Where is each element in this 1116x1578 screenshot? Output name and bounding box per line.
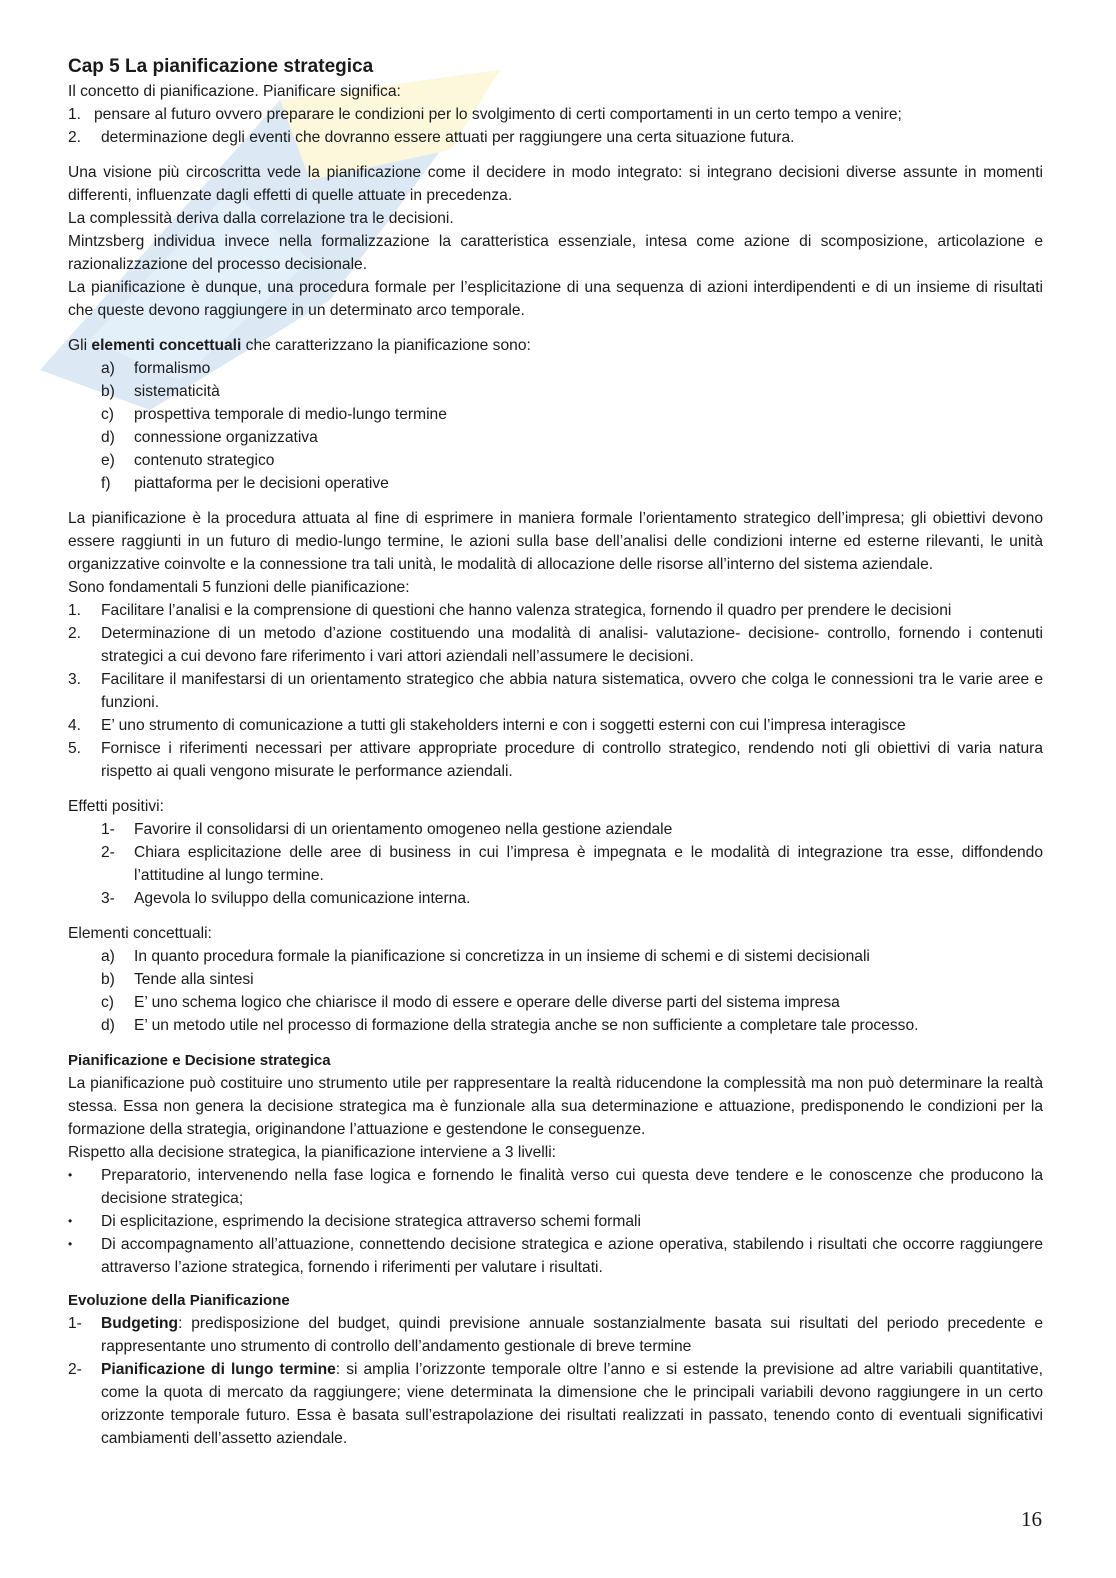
paragraph: Mintzsberg individua invece nella formalizzazione la caratteristica essenziale, intesa come azione di scomposizione, articolazione e razionalizzazione del processo decisionale. bbox=[68, 233, 1043, 273]
elements-intro bbox=[68, 334, 1043, 357]
bullet-icon: • bbox=[68, 1168, 73, 1182]
list-item bbox=[68, 668, 1043, 714]
list-number: 2- bbox=[68, 1361, 82, 1378]
list-letter: d) bbox=[101, 429, 115, 446]
text-fragment: Gli bbox=[68, 337, 92, 354]
list-item bbox=[101, 945, 1043, 968]
list-number: 1- bbox=[101, 821, 115, 838]
list-letter: a) bbox=[101, 948, 115, 965]
list-text: Chiara esplicitazione delle aree di business in cui l’impresa è impegnata e le modalità di integrazione tra esse, diffondendo l’attitudine al lungo termine. bbox=[134, 844, 1043, 884]
list-item bbox=[68, 103, 1043, 126]
levels-intro: Rispetto alla decisione strategica, la pianificazione interviene a 3 livelli: bbox=[68, 1144, 557, 1161]
list-text: Favorire il consolidarsi di un orientamento omogeneo nella gestione aziendale bbox=[134, 821, 673, 838]
paragraph: La pianificazione può costituire uno strumento utile per rappresentare la realtà riducendone la complessità ma non può determinare la realtà stessa. Essa non genera la decisione strategica ma è funzionale alla sua determinazione e attuazione, predisponendo le condizioni per la formazione della strategia, originandone l’attuazione e gestendone le conseguenze. bbox=[68, 1075, 1043, 1138]
section-title: Evoluzione della Pianificazione bbox=[68, 1292, 290, 1309]
list-number: 3- bbox=[101, 890, 115, 907]
list-item bbox=[68, 599, 1043, 622]
page-title: Cap 5 La pianificazione strategica bbox=[68, 56, 374, 77]
list-letter: c) bbox=[101, 994, 114, 1011]
list-text: pensare al futuro ovvero preparare le condizioni per lo svolgimento di certi comportamenti in un certo tempo a venire; bbox=[94, 106, 902, 123]
list-text: In quanto procedura formale la pianificazione si concretizza in un insieme di schemi e di sistemi decisionali bbox=[134, 948, 870, 965]
list-item bbox=[101, 818, 1043, 841]
list-text: Preparatorio, intervenendo nella fase logica e fornendo le finalità verso cui questa deve tendere e le conoscenze che producono la decisione strategica; bbox=[101, 1167, 1043, 1207]
list-text bbox=[101, 1358, 1043, 1450]
list-letter: a) bbox=[101, 360, 115, 377]
list-number: 1. bbox=[68, 602, 82, 619]
list-item bbox=[68, 1358, 1043, 1450]
list-text: E’ uno schema logico che chiarisce il modo di essere e operare delle diverse parti del sistema impresa bbox=[134, 994, 840, 1011]
functions-list bbox=[68, 599, 1043, 783]
list-item bbox=[68, 737, 1043, 783]
list-letter: e) bbox=[101, 452, 115, 469]
list-item bbox=[101, 449, 1043, 472]
list-text: Tende alla sintesi bbox=[134, 971, 254, 988]
meaning-list bbox=[68, 103, 1043, 149]
list-text: Fornisce i riferimenti necessari per attivare appropriate procedure di controllo strategico, rendendo noti gli obiettivi di varia natura rispetto ai quali vengono misurate le performance aziendali. bbox=[101, 740, 1043, 780]
list-letter: f) bbox=[101, 475, 111, 492]
list-text bbox=[101, 1312, 1043, 1358]
list-item bbox=[101, 841, 1043, 887]
list-number: 1- bbox=[68, 1315, 82, 1332]
list-text: Facilitare il manifestarsi di un orientamento strategico che abbia natura sistematica, ovvero che colga le connessioni tra le varie aree e funzioni. bbox=[101, 671, 1043, 711]
functions-intro: Sono fondamentali 5 funzioni delle pianificazione: bbox=[68, 579, 410, 596]
list-text: E’ un metodo utile nel processo di formazione della strategia anche se non sufficiente a completare tale processo. bbox=[134, 1017, 919, 1034]
list-text: prospettiva temporale di medio-lungo termine bbox=[134, 406, 447, 423]
list-number: 2. bbox=[68, 625, 82, 642]
list-number: 5. bbox=[68, 740, 82, 757]
list-number: 2- bbox=[101, 844, 115, 861]
list-item bbox=[101, 887, 1043, 910]
list-item bbox=[101, 472, 1043, 495]
list-letter: c) bbox=[101, 406, 114, 423]
list-text: piattaforma per le decisioni operative bbox=[134, 475, 389, 492]
bullet-icon: • bbox=[68, 1237, 73, 1251]
list-text: E’ uno strumento di comunicazione a tutti gli stakeholders interni e con i soggetti esterni con cui l’impresa interagisce bbox=[101, 717, 906, 734]
text-fragment: : si amplia l’orizzonte temporale oltre l’anno e si estende la previsione ad altre variabili quantitative, come la quota di mercato da raggiungere; viene determinata la dimensione che le principali variabili devono raggiungere in un certo orizzonte temporale futuro. Essa è basata sull’estrapolazione dei risultati realizzati in passato, tenendo conto di eventuali significativi cambiamenti dell’assetto aziendale. bbox=[101, 1361, 1043, 1447]
list-letter: d) bbox=[101, 1017, 115, 1034]
effects-title: Effetti positivi: bbox=[68, 798, 164, 815]
list-text: sistematicità bbox=[134, 383, 220, 400]
list-item bbox=[68, 1164, 1043, 1210]
paragraph: Una visione più circoscritta vede la pianificazione come il decidere in modo integrato: si integrano decisioni diverse assunte in momenti differenti, influenzate dagli effetti di quelle attuate in precedenza. bbox=[68, 164, 1043, 204]
concepts-list bbox=[68, 945, 1043, 1037]
bold-term: Budgeting bbox=[101, 1315, 179, 1332]
evolution-list bbox=[68, 1312, 1043, 1450]
list-number: 1. bbox=[68, 106, 82, 123]
list-text: contenuto strategico bbox=[134, 452, 275, 469]
text-fragment: che caratterizzano la pianificazione sono: bbox=[241, 337, 531, 354]
paragraph: La pianificazione è la procedura attuata al fine di esprimere in maniera formale l’orientamento strategico dell’impresa; gli obiettivi devono essere raggiunti in un futuro di medio-lungo termine, le azioni sulla base dell’analisi delle condizioni interne ed esterne rilevanti, le unità organizzative coinvolte e la connessione tra tali unità, le modalità di allocazione delle risorse all’interno del sistema aziendale. bbox=[68, 510, 1043, 573]
list-item bbox=[101, 380, 1043, 403]
bullet-icon: • bbox=[68, 1214, 73, 1228]
list-item bbox=[68, 622, 1043, 668]
list-text: Di esplicitazione, esprimendo la decisione strategica attraverso schemi formali bbox=[101, 1213, 641, 1230]
section-title: Pianificazione e Decisione strategica bbox=[68, 1052, 331, 1069]
list-item bbox=[101, 426, 1043, 449]
intro-text: Il concetto di pianificazione. Pianificare significa: bbox=[68, 83, 401, 100]
bold-term: Pianificazione di lungo termine bbox=[101, 1361, 336, 1378]
concepts-title: Elementi concettuali: bbox=[68, 925, 212, 942]
list-item bbox=[101, 1014, 1043, 1037]
list-letter: b) bbox=[101, 971, 115, 988]
list-item bbox=[68, 1233, 1043, 1279]
list-number: 3. bbox=[68, 671, 82, 688]
list-item bbox=[68, 714, 1043, 737]
elements-list bbox=[68, 357, 1043, 495]
paragraph: La complessità deriva dalla correlazione tra le decisioni. bbox=[68, 210, 454, 227]
list-text: Di accompagnamento all’attuazione, connettendo decisione strategica e azione operativa, stabilendo i risultati che occorre raggiungere attraverso l’azione strategica, fornendo i riferimenti per valutare i risultati. bbox=[101, 1236, 1043, 1276]
page-number: 16 bbox=[1021, 1507, 1042, 1531]
list-number: 4. bbox=[68, 717, 82, 734]
list-item bbox=[68, 126, 1043, 149]
list-number: 2. bbox=[68, 129, 82, 146]
levels-list bbox=[68, 1164, 1043, 1279]
paragraph: La pianificazione è dunque, una procedura formale per l’esplicitazione di una sequenza di azioni interdipendenti e di un insieme di risultati che queste devono raggiungere in un determinato arco temporale. bbox=[68, 279, 1043, 319]
list-text: connessione organizzativa bbox=[134, 429, 318, 446]
list-text: formalismo bbox=[134, 360, 211, 377]
list-item bbox=[68, 1312, 1043, 1358]
list-item bbox=[101, 968, 1043, 991]
list-item bbox=[101, 403, 1043, 426]
list-item bbox=[68, 1210, 1043, 1233]
bold-term: elementi concettuali bbox=[91, 337, 242, 354]
list-text: determinazione degli eventi che dovranno essere attuati per raggiungere una certa situazione futura. bbox=[101, 129, 795, 146]
list-letter: b) bbox=[101, 383, 115, 400]
list-text: Agevola lo sviluppo della comunicazione interna. bbox=[134, 890, 471, 907]
list-item bbox=[101, 991, 1043, 1014]
list-item bbox=[101, 357, 1043, 380]
list-text: Determinazione di un metodo d’azione costituendo una modalità di analisi- valutazione- decisione- controllo, fornendo i contenuti strategici a cui devono fare riferimento i vari attori aziendali nell’assumere le decisioni. bbox=[101, 625, 1043, 665]
effects-list bbox=[68, 818, 1043, 910]
list-text: Facilitare l’analisi e la comprensione di questioni che hanno valenza strategica, fornendo il quadro per prendere le decisioni bbox=[101, 602, 952, 619]
main-content bbox=[68, 54, 1043, 1450]
text-fragment: : predisposizione del budget, quindi previsione annuale sostanzialmente basata sui risultati del periodo precedente e rappresentante uno strumento di controllo dell’andamento gestionale di breve termine bbox=[101, 1315, 1043, 1355]
